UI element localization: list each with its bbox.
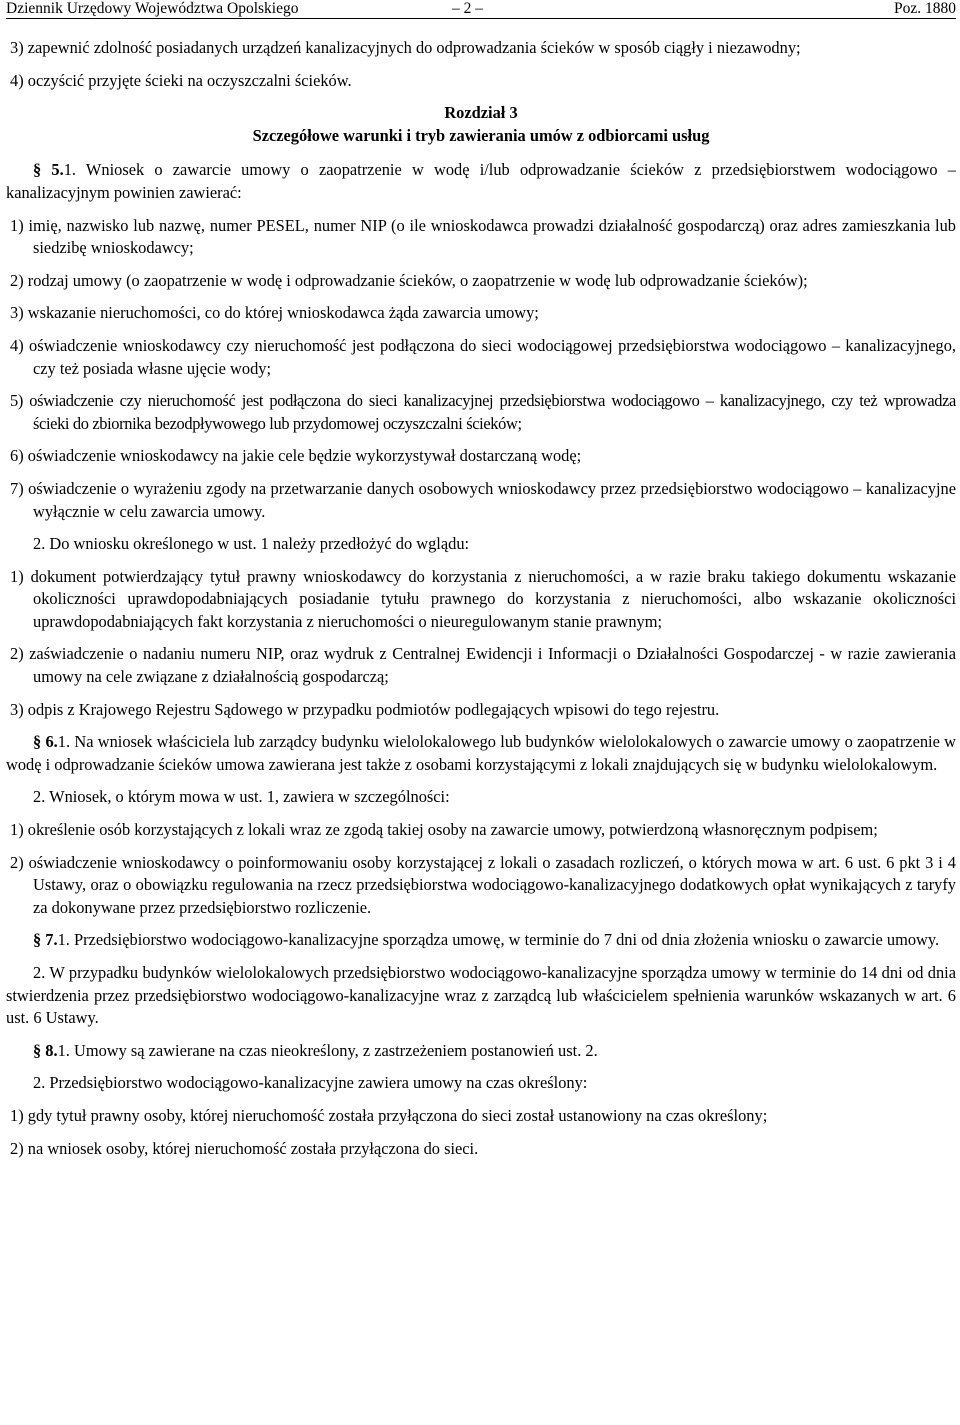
section-7-text: 1. Przedsiębiorstwo wodociągowo-kanalizacyjne sporządza umowę, w terminie do 7 dni od dnia złożenia wniosku o zawarcie umowy. [57,930,940,950]
section-8-paragraph-1 [6,1040,956,1063]
section-7-mark: § 7. [33,930,58,950]
position-number: Poz. 1880 [894,0,956,17]
list-item: 2) oświadczenie wnioskodawcy o poinformowaniu osoby korzystającej z lokali o zasadach rozliczeń, o których mowa w art. 6 ust. 6 pkt 3 i 4 Ustawy, oraz o obowiązku regulowania na rzecz przedsiębiorstwa wodociągowo-kanalizacyjnego dodatkowych opłat wynikających z taryfy za dokonywane przez przedsiębiorstwo rozliczenie. [10,852,956,917]
chapter-title: Szczegółowe warunki i tryb zawierania umów z odbiorcami usług [252,125,710,145]
page-number: – 2 – [452,0,483,17]
list-item: 1) określenie osób korzystających z lokali wraz ze zgodą takiej osoby na zawarcie umowy, potwierdzoną własnoręcznym podpisem; [10,820,878,840]
list-item: 3) odpis z Krajowego Rejestru Sądowego w przypadku podmiotów podlegających wpisowi do tego rejestru. [10,699,720,719]
list-item: 2) na wniosek osoby, której nieruchomość została przyłączona do sieci. [10,1138,479,1158]
list-item: 1) gdy tytuł prawny osoby, której nieruchomość została przyłączona do sieci został ustanowiony na czas określony; [10,1105,768,1125]
section-6-text: 1. Na wniosek właściciela lub zarządcy budynku wielolokalowego lub budynków wielolokalowych o zawarcie umowy o zaopatrzenie w wodę i odprowadzanie ścieków umowa zawierana jest także z osobami korzystającymi z lokali znajdujących się w budynku wielolokalowym. [6,732,956,774]
section-8-paragraph-2: 2. Przedsiębiorstwo wodociągowo-kanalizacyjne zawiera umowy na czas określony: [33,1073,588,1093]
list-item: 2) rodzaj umowy (o zaopatrzenie w wodę i odprowadzanie ścieków, o zaopatrzenie w wodę lub odprowadzanie ścieków); [10,270,808,290]
section-7-paragraph-2: 2. W przypadku budynków wielolokalowych przedsiębiorstwo wodociągowo-kanalizacyjne sporządza umowy w terminie do 14 dni od dnia stwierdzenia przez przedsiębiorstwo wodociągowo-kanalizacyjne wraz z zarządcą lub właścicielem spełnienia warunków wskazanych w art. 6 ust. 6 Ustawy. [6,963,956,1028]
section-5-mark: § 5. [33,160,64,180]
document-body [6,19,956,1160]
page-header [6,0,956,19]
list-item: 7) oświadczenie o wyrażeniu zgody na przetwarzanie danych osobowych wnioskodawcy przez przedsiębiorstwo wodociągowo – kanalizacyjne wyłącznie w celu zawarcia umowy. [10,478,956,521]
journal-name: Dziennik Urzędowy Województwa Opolskiego [6,0,299,17]
list-item: 3) wskazanie nieruchomości, co do której wnioskodawca żąda zawarcia umowy; [10,303,539,323]
section-6-paragraph-1 [6,731,956,776]
section-6-mark: § 6. [33,732,58,752]
section-8-text: 1. Umowy są zawierane na czas nieokreślony, z zastrzeżeniem postanowień ust. 2. [57,1040,598,1060]
section-5-paragraph-1 [6,159,956,204]
list-item: 4) oczyścić przyjęte ścieki na oczyszczalni ścieków. [10,70,352,90]
section-7-paragraph-1 [6,929,956,952]
section-5-text: 1. Wniosek o zawarcie umowy o zaopatrzenie w wodę i/lub odprowadzanie ścieków z przedsiębiorstwem wodociągowo – kanalizacyjnym powinien zawierać: [6,160,956,202]
section-5-paragraph-2: 2. Do wniosku określonego w ust. 1 należy przedłożyć do wglądu: [33,534,470,554]
list-item: 1) imię, nazwisko lub nazwę, numer PESEL, numer NIP (o ile wnioskodawca prowadzi działalność gospodarczą) oraz adres zamieszkania lub siedzibę wnioskodawcy; [10,215,956,258]
list-item: 3) zapewnić zdolność posiadanych urządzeń kanalizacyjnych do odprowadzania ścieków w sposób ciągły i niezawodny; [10,38,801,57]
section-6-paragraph-2: 2. Wniosek, o którym mowa w ust. 1, zawiera w szczególności: [33,787,450,807]
list-item: 5) oświadczenie czy nieruchomość jest podłączona do sieci kanalizacyjnej przedsiębiorstwa wodociągowo – kanalizacyjnego, czy też wprowadza ścieki do zbiornika bezodpływowego lub przydomowej oczyszczalni ścieków; [10,391,956,433]
list-item: 6) oświadczenie wnioskodawcy na jakie cele będzie wykorzystywał dostarczaną wodę; [10,446,582,466]
list-item: 2) zaświadczenie o nadaniu numeru NIP, oraz wydruk z Centralnej Ewidencji i Informacji o Działalności Gospodarczej - w razie zawierania umowy na cele związane z działalnością gospodarczą; [10,644,956,687]
list-item: 1) dokument potwierdzający tytuł prawny wnioskodawcy do korzystania z nieruchomości, a w razie braku takiego dokumentu wskazanie okoliczności uprawdopodabniających posiadanie tytułu prawnego do korzystania z nieruchomości, albo wskazanie okoliczności uprawdopodabniających fakt korzystania z nieruchomości o nieuregulowanym stanie prawnym; [10,566,956,631]
chapter-number: Rozdział 3 [444,103,518,123]
list-item: 4) oświadczenie wnioskodawcy czy nieruchomość jest podłączona do sieci wodociągowej przedsiębiorstwa wodociągowo – kanalizacyjnego, czy też posiada własne ujęcie wody; [10,335,956,378]
section-8-mark: § 8. [33,1040,58,1060]
